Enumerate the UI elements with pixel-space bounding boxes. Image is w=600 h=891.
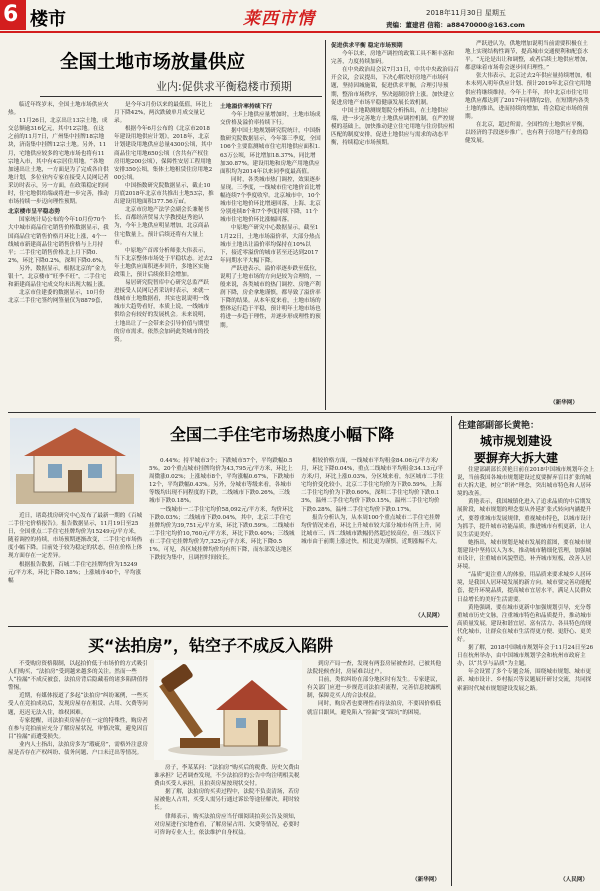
article1-subtitle-rule (40, 96, 322, 97)
sidebar-divider (451, 416, 452, 886)
paragraph: 她指出，城市规划是城市发展的蓝图，要在城市规划建设中坚持以人为本，推动城市精细化管理，加强城市设计，注重城市风貌塑造，补齐城市短板，改善人居环境。 (457, 539, 592, 571)
sidebar-title-line-1: 城市规划建设 (480, 434, 553, 448)
paragraph: 近日，诸葛找房研究中心发布了最新一期的《百城二手住宅价格报告》。报告数据显示，11月19日至25日，全国重点二手住宅挂牌均价为15249元/平方米，随着调控的持续，市场预期逐渐改变，二手住宅市场热度小幅下降。目前处于较为稳定的状态，但在价格上体现方面存在一定差异。 (8, 513, 143, 560)
article3-source: （新华网） (412, 877, 440, 883)
article1-title: 全国土地市场放量供应 (60, 52, 246, 73)
subheading: 土地溢价率持续下行 (220, 104, 273, 110)
article2-house-image (10, 418, 140, 510)
paragraph: 在中央政治局会议7月31日，中共中央政治局召开会议，会议提出，下决心解决好房地产市场问题，坚持因城施策，促进供求平衡，合理引导预期，整治市场秩序，坚决遏制房价上涨。加快建立促进房地产市场平稳健康发展长效机制。 (331, 67, 459, 106)
article2-column-3 (301, 457, 445, 613)
article2-source: （人民网） (415, 613, 443, 619)
paragraph: 业内人士指出，法拍房多为“瑕疵房”，需格外注意房屋是否存在产权纠纷、债务问题、户口未迁出等情况。 (8, 741, 148, 757)
paragraph: 黄艳强调，要在城市更新中加强规划引导，充分尊重城市历史文脉，注重城市特色和品质提升，推动城市高质量发展，建设和谐宜居、富有活力、各具特色的现代化城市，让群众在城市生活得更方便、更舒心、更美好。 (457, 604, 592, 643)
article3-column-1 (8, 660, 149, 886)
paragraph: 中国土地勘测规划院分析指出，在土地供应端，进一步完善地方土地供应调控机制。在严控规模的基础上，加快推动建立住宅用地与住房供应相匹配的制度安排，促进土地供应与需求的动态平衡，持续稳定市场预期。 (331, 107, 455, 147)
column-divider (325, 40, 326, 410)
article2-column-2 (149, 457, 295, 623)
paragraph: 根据今年6月公布的《北京市2018年建设用地供应计划》，2018年，北京计划建设用地供应总量4300公顷，其中商品住宅用地650公顷（含共有产权住房用地200公顷），保障性安居工程用地安排350公顷，集体土地租赁住房用地200公顷。 (114, 126, 213, 181)
article1-column-3 (220, 101, 321, 406)
paragraph: 据中国土地规划研究院统计，中国指数研究院数据显示，今年第三季度，全国106个主要监测城市住宅用地供应面积1.63万公顷，环比增加18.37%，同比增加30.87%。建设用地和房地产用地供应面积均为2014年以来同季度最高值。 (220, 128, 321, 175)
paragraph: 易居研究院智库中心研究总监严跃进接受人民网记者采访时表示，来就一线城市土地数据看，其实也说说明一线城市大趋势看好，本质上说，一线城市供给会有较好的发展机会。未来说明，土地出让了一会带来会引导价值与期望的房市需求。依然会加码此类城市的投资。 (114, 280, 210, 343)
paragraph: 同时，购房者也要理性看待法拍房，不要因价格低就盲目跟风，避免陷入“捡漏”变“踩坑”的困境。 (307, 701, 442, 716)
paragraph: 在北京，超过所需。全国性的土地供应平衡，以经济的手段逐步推广，也有利于房地产行业的稳健发展。 (465, 121, 589, 145)
subheading: 促进供求平衡 稳定市场预期 (331, 43, 403, 49)
paragraph: 据了解，2018中国城市规划年会于11月24日至26日在杭州举办，由中国城市规划学会和杭州市政府主办，以“共享与品质”为主题。 (457, 645, 594, 668)
paragraph: 住建部副部长黄艳日前在2018中国城市规划年会上说，当前我国各城市规划建设过度要摒弃盲目扩张的城市大拆大建，树立“织补”理念，突出城市特色和人居环境的改善。 (457, 467, 595, 498)
sidebar-kicker: 住建部副部长黄艳： (458, 421, 540, 431)
paragraph: 中原地产首席分析师张大伟表示，当下北京整体市场处于平稳状态。过去2年土地供应面积逐步回升，多地区实施政策上，预计后续依旧会增加。 (114, 247, 213, 278)
paragraph: 今年上地供应量增加时，土地市场成交价格及溢价率持续下行。 (220, 112, 321, 127)
article1-column-4 (331, 40, 593, 398)
paragraph: 相较价格方面，一线城市平均租金84.06元/平方米/月，环比下降0.04%，重点二线城市平均租金34.13元/平方米/月，环比上涨0.03%，分区域来看，东区城市二手住宅均价变化较小，北京二手住宅均价为下跌0.59%，上海二手住宅均价为下跌0.60%，深圳二手住宅均价下跌0.13%，温州二手住宅均价下跌0.15%，温州二手住宅均价下跌0.28%，温州二手住宅均价下跌0.17%。 (301, 458, 444, 513)
article1-subtitle: 业内:促供求平衡稳楼市预期 (156, 80, 292, 93)
paragraph: 国家统计局公布的今年10月份70个大中城市商品住宅销售价格数据显示，我国商品住宅销售价格月环比上涨，4个一线城市新建商品住宅销售价格与上月持平；二手住宅销售价格北上月下降0.2%，环比下降0.2%，深圳下降0.6%。 (8, 217, 109, 264)
paragraph: 是今年3月份以来的最低值，环比上月下降42%，两次跌破单月成交量记录。 (114, 102, 213, 125)
article3-column-2 (154, 764, 302, 886)
paragraph: 报告分析认为，从本周100个重点城市二手住宅挂牌均价情况来看，环比上升城市较大部分城市有所上升，同比城市三、四二线城市跌幅仍然超过较高位，但三线以下城市由于前期上涨过快，相比更为谨慎，近期涨幅不大。 (301, 514, 441, 545)
paragraph: 临近年终岁末，全国土地市场供应火热。 (8, 102, 109, 117)
sidebar-title-line-2: 要摒弃大拆大建 (474, 451, 559, 465)
paragraph: 房子，李某某问：“法拍房”购买后的税费、历史欠费由谁承担？记者调查发现，不少法拍房的公告中均注明相关税费由买受人承担，且拍卖房屋按现状交付。 (154, 765, 300, 788)
paragraph: “品质”更注重人的体验，用品质来要求城乡人居环境，是我国人居环境发展的新方向。城市要完善功能配套，提升环境品质，提高城市宜居水平，满足人民群众日益增长的美好生活需要。 (457, 572, 592, 603)
article2-column-1 (8, 512, 143, 618)
section-rule-2 (8, 626, 448, 627)
date-line: 2018年11月30日 星期五 (426, 9, 506, 17)
paragraph: 严跃进表示，溢价率逐步跌至低位，说明了土地市场的方向是较为合理的，一般来说，各类城市的热门调控、房地产利润下降，房企拿地谨慎，都导致了溢价率下降的结果。从本年度来看，土地市场的整体运行趋于平稳，预计明年土地市场也将进一步趋于理性，并逐步形成理性的预期。 (220, 265, 321, 329)
paragraph: 11月26日，北京出让13宗土地，成交总额逾316亿元，其中12宗地。在这之前的11月7日，广州集中挂牌18宗地块，济南集中挂牌12宗土地。另外，11月，宅地供应较多的宅地市场也将有11宗地入市，其中有4宗居住用地。“各地加速出让土地，一方面是为了完成各自供地计划，多位业内专家在接受人民网记者采访时表示，另一方面，在政策稳定的同时，住宅地供给端或将进一步完善，推动市场持续一步迈向理性预期。 (8, 118, 109, 206)
paragraph: 中国指数研究院数据显示，截止10月底2018年北京市共推出土地53宗，推出建设用地面积377.56万㎡。 (114, 182, 214, 206)
sidebar-source: （人民网） (560, 877, 588, 883)
article3-house-image (154, 660, 302, 760)
paragraph: 同时，各类城市热门调控，效果逐步显现。三季度，一线城市住宅地价首比增幅连续7个季度收窄。北京城市中，10个城市住宅地价环比增速回落，上海、北京分别连续8个和7个季度持续下降，11个城市住宅地价环比涨幅回落。 (220, 176, 321, 224)
paragraph: 另外，数据显示，根据北京的“金九银十”，北京楼市“旺季不旺”，二手住宅和新建商品住宅成交均未出现大幅上涨。 (8, 265, 109, 289)
paragraph: 目前，类似纠纷在部分地区时有发生。专家建议，有关部门应进一步规范司法拍卖流程，完善信息披露机制，保障竞买人的合法权益。 (307, 677, 442, 700)
article1-column-1 (8, 101, 109, 406)
sidebar-body (457, 466, 595, 874)
header-rule (0, 31, 600, 33)
page-number: 6 (3, 2, 19, 27)
paragraph: 严跃进认为，供地增加说明当前需要积极在土地上实现结构性调节，提高城市交通便利和配套水平。“无论是出让和调整，或者后续土地供应增加，都意味着市场将会逐步回归理性。” (465, 41, 591, 72)
section-title: 楼市 (30, 9, 66, 30)
article3-title: 买“法拍房”，钻空子不成反入陷阱 (88, 636, 334, 655)
paragraph: 一线城市一二手住宅均价58,092元/平方米，均价环比下跌0.03%；二线城市下跌0.04%，其中，北京二手住宅挂牌均价为39,751元/平方米，环比下跌0.59%。二线城市二手住宅均价10,760元/平方米，环比下跌0.40%；三线城市二手住宅挂牌均价为7,325元/平方米，环比下降0.51%。可见，各区域挂牌均价均有所下降，而东部发达地区下跌较为集中，且调控时间较长。 (149, 506, 295, 562)
paragraph: 今年以来，房地产调控的政策工具不断丰富和完善，力度持续加码。 (331, 51, 454, 66)
paragraph: 专家提醒，司法拍卖房屋存在一定的特殊性，购房者在参与竞拍前应充分了解房屋状况，审慎决策，避免因盲目“捡漏”而遭受损失。 (8, 717, 148, 740)
paragraph: 0.44%；持平城市3个；下跌城市57个，平均跌幅0.55%。20个重点城市挂牌均价为43,795元/平方米，环比上周微涨0.02%；上涨城市8个，平均涨幅0.67%，下跌城市12个，平均跌幅0.43%。另外，分城市等级来看，各城市等级均出现不同程度的下跌，二线城市下跌0.26%，三线城市下跌0.18%。 (149, 458, 295, 505)
article3-column-3 (307, 660, 446, 872)
paragraph: 根据报告数据，百城二手住宅挂牌均价为15249元/平方米，环比下降0.18%；上涨城市40个，平均涨幅 (8, 561, 142, 584)
editor-line: 责编：董建君 信箱：a88470000@163.com (386, 21, 525, 29)
article2-title: 全国二手住宅市场热度小幅下降 (170, 425, 395, 444)
paragraph: 北京市房地产法学会副会长兼秘书长、首都经济贸易大学教授赵秀池认为，今年上地供应明显增加，北京商品住宅数量上，预计后续还将有大量上市。 (114, 207, 210, 246)
paragraph: 不受购房资格限制，以起拍价低于市场价的方式吸引人们购买，“法拍房”受到越来越多的关注。然而一些人“捡漏”不成反被套，法拍房背后隐藏着的诸多陷阱值得警惕。 (8, 661, 148, 692)
article1-column-2 (114, 101, 214, 406)
subheading: 北京楼市呈平稳态势 (8, 209, 61, 216)
article1-source: （新华网） (550, 400, 578, 406)
paragraph: 据了解，法拍房的买卖过程中，法院不负责清场，若房屋被他人占用，买受人需另行通过诉讼等途径解决，耗时较长。 (154, 789, 300, 812)
paragraph: 年会设置了多个专题会场，围绕城市规划、城市更新、城市设计、乡村振兴等议题展开研讨交流，共同探索新时代城市规划建设发展之路。 (457, 669, 592, 692)
paragraph: 到房产局一查，发现有两套房屋被查封，已被其他法院轮候查封，房屋难以过户。 (307, 661, 442, 676)
paragraph: 律师表示，购买法拍房应当仔细阅读拍卖公告及须知，对房屋进行实地查看，了解房屋占用、欠费等情况，必要时可咨询专业人士，依法维护自身权益。 (154, 813, 300, 836)
paragraph: 中原地产研究中心数据显示，截至11月22日，土地市场溢价率，大部分热点城市土地出让溢价率均保持在10%以下，接近零溢价的城市甚至还达到2017年同期水平大幅下降。 (220, 225, 321, 264)
paragraph: 北京市住建委的数据显示，10月份北京二手住宅签约网签量仅为8879套， (8, 290, 107, 305)
paragraph: 张大伟表示，北京过去2年供应量持续增加，根本未列入明年供应计划、预计2019年北京住宅用地供应将继续维持。今年上半年，其中北京市住宅用地供应都达到了2017年同期的2倍，在短期内各类土地的推出，进而持续的增加，将会稳定市场的预期。 (465, 73, 592, 120)
section-rule (8, 412, 596, 413)
paragraph: 近期，有媒体报道了多起“法拍房”纠纷案例，一些买受人在竞拍成功后，发现房屋存在租赁、占用、欠费等问题，迟迟无法入住，维权困难。 (8, 693, 148, 716)
paper-logo: 莱西市情 (243, 9, 315, 29)
paragraph: 黄艳表示，我国城镇化进入了追求品质的中后期发展阶段，城市规划的理念要从外延扩张式转向内涵提升式，要尊重城市发展规律，重视城市特色，以城市设计为抓手，提升城市功能品质，推进城市有机更新，让人民生活更美好。 (457, 499, 592, 538)
